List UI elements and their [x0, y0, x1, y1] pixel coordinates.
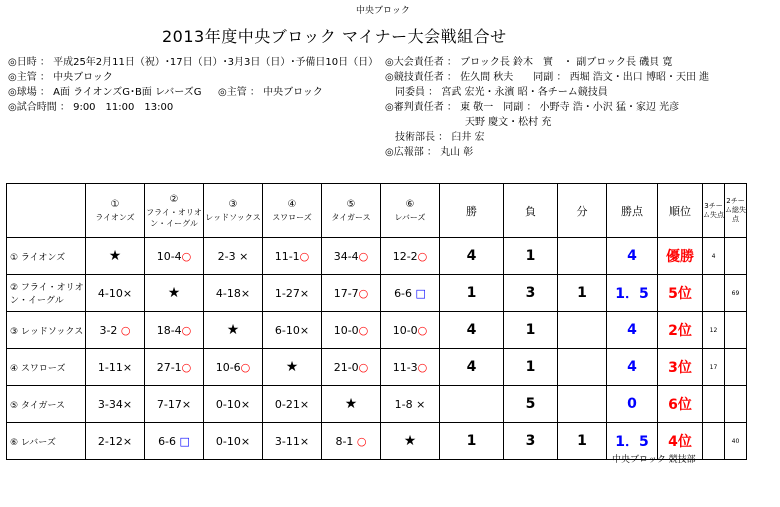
match-result-cell: 2-12×: [86, 423, 145, 460]
loss-cross-icon: ×: [299, 434, 310, 448]
win-circle-icon: ○: [358, 286, 369, 300]
loss-cross-icon: ×: [299, 323, 310, 337]
three-team-runs-allowed: 12: [703, 312, 725, 349]
loss-count: 1: [504, 238, 558, 275]
draw-count: 1: [558, 275, 607, 312]
match-result-cell: [322, 386, 381, 423]
row-team-label: ① ライオンズ: [7, 238, 86, 275]
draw-count: [558, 238, 607, 275]
win-circle-icon: ○: [299, 249, 310, 263]
two-team-total-runs-allowed: [725, 386, 747, 423]
loss-cross-icon: ×: [122, 397, 133, 411]
loss-cross-icon: ×: [239, 249, 249, 263]
loss-cross-icon: ×: [299, 286, 310, 300]
self-match-star-icon: ★: [167, 285, 181, 301]
match-result-cell: 11-1○: [263, 238, 322, 275]
win-count: 4: [440, 238, 504, 275]
loss-cross-icon: ×: [122, 434, 133, 448]
self-match-star-icon: ★: [403, 433, 417, 449]
info-committee: 同委員 ： 宮武 宏光・永濱 昭・各チーム競技員: [385, 87, 608, 98]
match-result-cell: 8-1 ○: [322, 423, 381, 460]
loss-cross-icon: ×: [122, 360, 133, 374]
loss-cross-icon: ×: [240, 397, 251, 411]
points-value: 4: [607, 238, 658, 275]
rank-value: 2位: [658, 312, 703, 349]
win-circle-icon: ○: [358, 323, 369, 337]
col-team-5: ⑤ タイガース: [322, 184, 381, 238]
loss-count: 1: [504, 349, 558, 386]
match-result-cell: 12-2○: [381, 238, 440, 275]
win-circle-icon: ○: [181, 249, 192, 263]
match-result-cell: [86, 238, 145, 275]
draw-count: 1: [558, 423, 607, 460]
col-win: 勝: [440, 184, 504, 238]
match-result-cell: 11-3○: [381, 349, 440, 386]
loss-cross-icon: ×: [299, 397, 310, 411]
results-table: [6, 183, 747, 460]
win-count: 1: [440, 423, 504, 460]
match-result-cell: 4-10×: [86, 275, 145, 312]
right-info-block: [385, 55, 709, 160]
info-pr: ◎広報部 ： 丸山 彰: [385, 147, 474, 158]
table-header-row: [7, 184, 747, 238]
table-row: [7, 349, 747, 386]
three-team-runs-allowed: 4: [703, 238, 725, 275]
col-team-3: ③ レッドソックス: [204, 184, 263, 238]
row-team-label: ③ レッドソックス: [7, 312, 86, 349]
points-value: 1．5: [607, 423, 658, 460]
row-team-label: ④ スワローズ: [7, 349, 86, 386]
three-team-runs-allowed: [703, 275, 725, 312]
draw-square-icon: □: [179, 434, 190, 448]
loss-cross-icon: ×: [181, 397, 192, 411]
match-result-cell: 2-3 ×: [204, 238, 263, 275]
win-count: 4: [440, 312, 504, 349]
points-value: 4: [607, 312, 658, 349]
loss-count: 1: [504, 312, 558, 349]
info-umpire-chief: ◎審判責任者 ： 東 敬一 同副 ： 小野寺 浩・小沢 猛・家辺 光彦: [385, 102, 680, 113]
two-team-total-runs-allowed: 40: [725, 423, 747, 460]
info-game-time: ◎試合時間 ： 9:00 11:00 13:00: [8, 102, 174, 113]
two-team-total-runs-allowed: [725, 238, 747, 275]
info-field: ◎球場 ： A面 ライオンズG･B面 レバーズG: [8, 87, 202, 98]
page-title: 2013年度中央ブロック マイナー大会戦組合せ: [162, 27, 507, 46]
match-result-cell: 1-8 ×: [381, 386, 440, 423]
info-competition-chief: ◎競技責任者 ： 佐久間 秋夫 同副 ： 西堀 浩文・出口 博昭・天田 進: [385, 72, 710, 83]
match-result-cell: 18-4○: [145, 312, 204, 349]
loss-cross-icon: ×: [240, 286, 251, 300]
match-result-cell: [145, 275, 204, 312]
match-result-cell: 21-0○: [322, 349, 381, 386]
col-team-4: ④ スワローズ: [263, 184, 322, 238]
two-team-total-runs-allowed: [725, 312, 747, 349]
win-count: 1: [440, 275, 504, 312]
table-row: [7, 238, 747, 275]
col-team-1: ① ライオンズ: [86, 184, 145, 238]
row-team-label: ⑥ レバーズ: [7, 423, 86, 460]
win-count: [440, 386, 504, 423]
info-technical-chief: 技術部長 ： 臼井 宏: [385, 132, 485, 143]
match-result-cell: 0-10×: [204, 386, 263, 423]
win-circle-icon: ○: [358, 360, 369, 374]
row-team-label: ② フライ・オリオン・イーグル: [7, 275, 86, 312]
corner-cell: [7, 184, 86, 238]
match-result-cell: 1-11×: [86, 349, 145, 386]
win-count: 4: [440, 349, 504, 386]
loss-cross-icon: ×: [122, 286, 133, 300]
match-result-cell: 6-6 □: [381, 275, 440, 312]
info-host-extra: ◎主管 ： 中央ブロック: [218, 87, 323, 98]
self-match-star-icon: ★: [226, 322, 240, 338]
header-organization: 中央ブロック: [356, 6, 410, 16]
match-result-cell: 10-6○: [204, 349, 263, 386]
match-result-cell: 0-21×: [263, 386, 322, 423]
match-result-cell: 17-7○: [322, 275, 381, 312]
match-result-cell: 4-18×: [204, 275, 263, 312]
points-value: 1．5: [607, 275, 658, 312]
match-result-cell: 10-0○: [322, 312, 381, 349]
col-team-6: ⑥ レバーズ: [381, 184, 440, 238]
match-result-cell: 10-0○: [381, 312, 440, 349]
table-row: [7, 275, 747, 312]
match-result-cell: 34-4○: [322, 238, 381, 275]
loss-count: 3: [504, 275, 558, 312]
match-result-cell: 3-34×: [86, 386, 145, 423]
match-result-cell: 0-10×: [204, 423, 263, 460]
points-value: 0: [607, 386, 658, 423]
win-circle-icon: ○: [417, 249, 428, 263]
info-tournament-chief: ◎大会責任者 ： ブロック長 鈴木 實 ・ 副ブロック長 磯貝 寛: [385, 57, 673, 68]
points-value: 4: [607, 349, 658, 386]
match-result-cell: [204, 312, 263, 349]
win-circle-icon: ○: [120, 323, 131, 337]
loss-count: 5: [504, 386, 558, 423]
rank-value: 5位: [658, 275, 703, 312]
rank-value: 優勝: [658, 238, 703, 275]
draw-count: [558, 349, 607, 386]
match-result-cell: [263, 349, 322, 386]
col-two-team-total-runs-allowed: 2チーム総失点: [725, 184, 747, 238]
three-team-runs-allowed: 17: [703, 349, 725, 386]
draw-count: [558, 386, 607, 423]
col-team-2: ② フライ・オリオン・イーグル: [145, 184, 204, 238]
draw-square-icon: □: [415, 286, 426, 300]
row-team-label: ⑤ タイガース: [7, 386, 86, 423]
win-circle-icon: ○: [181, 360, 192, 374]
loss-count: 3: [504, 423, 558, 460]
self-match-star-icon: ★: [285, 359, 299, 375]
three-team-runs-allowed: [703, 423, 725, 460]
col-draw: 分: [558, 184, 607, 238]
win-circle-icon: ○: [181, 323, 192, 337]
win-circle-icon: ○: [240, 360, 251, 374]
win-circle-icon: ○: [417, 360, 428, 374]
info-host: ◎主管 ： 中央ブロック: [8, 72, 113, 83]
col-loss: 負: [504, 184, 558, 238]
table-row: [7, 312, 747, 349]
table-row: [7, 386, 747, 423]
info-date: ◎日時 ： 平成25年2月11日（祝）･17日（日）･3月3日（日）･予備日10日（日）: [8, 57, 379, 68]
rank-value: 3位: [658, 349, 703, 386]
draw-count: [558, 312, 607, 349]
match-result-cell: 3-11×: [263, 423, 322, 460]
col-points: 勝点: [607, 184, 658, 238]
win-circle-icon: ○: [356, 434, 367, 448]
win-circle-icon: ○: [417, 323, 428, 337]
win-circle-icon: ○: [358, 249, 369, 263]
match-result-cell: 1-27×: [263, 275, 322, 312]
self-match-star-icon: ★: [344, 396, 358, 412]
match-result-cell: 6-6 □: [145, 423, 204, 460]
two-team-total-runs-allowed: 69: [725, 275, 747, 312]
col-three-team-runs-allowed: 3チーム失点: [703, 184, 725, 238]
match-result-cell: 6-10×: [263, 312, 322, 349]
loss-cross-icon: ×: [240, 434, 251, 448]
match-result-cell: 7-17×: [145, 386, 204, 423]
match-result-cell: 3-2 ○: [86, 312, 145, 349]
loss-cross-icon: ×: [416, 397, 426, 411]
rank-value: 6位: [658, 386, 703, 423]
match-result-cell: 10-4○: [145, 238, 204, 275]
col-rank: 順位: [658, 184, 703, 238]
match-result-cell: 27-1○: [145, 349, 204, 386]
three-team-runs-allowed: [703, 386, 725, 423]
footer-department: 中央ブロック 競技部: [612, 455, 696, 465]
rank-value: 4位: [658, 423, 703, 460]
info-umpire-extra: 天野 慶文・松村 充: [385, 117, 552, 128]
two-team-total-runs-allowed: [725, 349, 747, 386]
match-result-cell: [381, 423, 440, 460]
self-match-star-icon: ★: [108, 248, 122, 264]
